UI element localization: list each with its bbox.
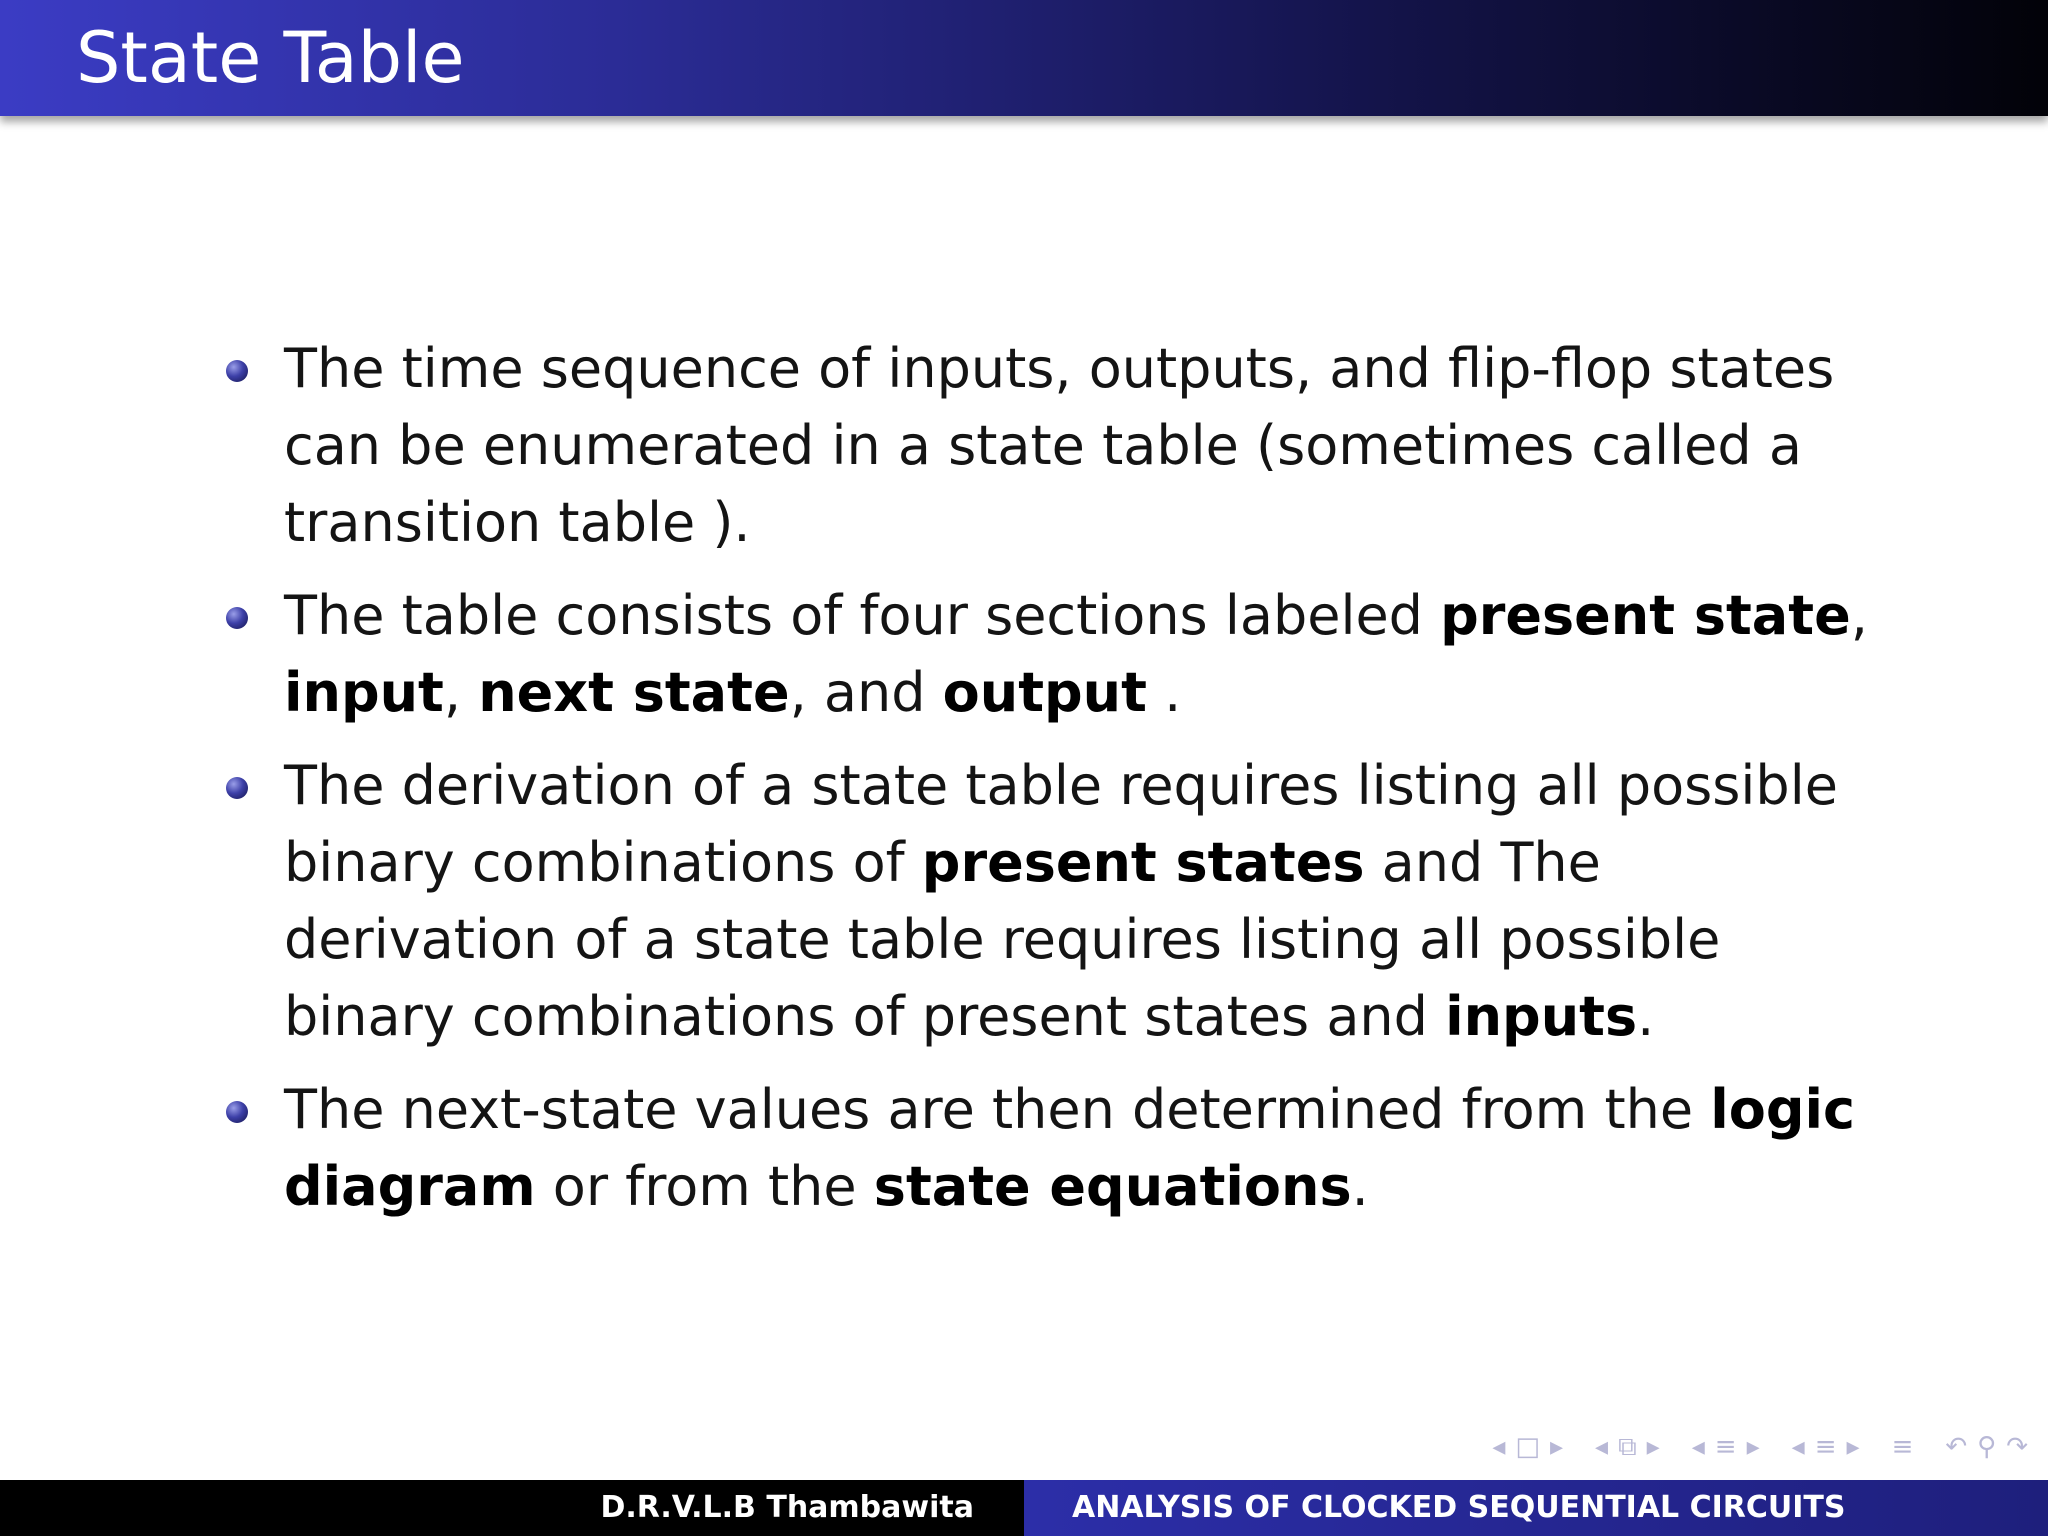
bullet-list xyxy=(222,330,1882,1241)
bold-term: next state xyxy=(478,661,790,724)
footer-author: D.R.V.L.B Thambawita xyxy=(0,1480,1024,1536)
bullet-item xyxy=(222,1071,1882,1225)
bullet-text: , and xyxy=(789,661,943,724)
undo-icon[interactable]: ↶ xyxy=(1945,1432,1968,1462)
frame-icon[interactable]: □ xyxy=(1515,1432,1540,1462)
document-icon[interactable]: ≡ xyxy=(1814,1432,1837,1462)
slide-title: State Table xyxy=(76,17,465,99)
bullet-text: and The derivation of a state table requires listing all possible binary combinations of present states and xyxy=(284,831,1721,1048)
bullet-ball-icon xyxy=(226,1101,248,1123)
subsection-icon[interactable]: ⧉ xyxy=(1618,1432,1637,1462)
bullet-text: . xyxy=(1637,985,1655,1048)
section-icon[interactable]: ≡ xyxy=(1714,1432,1737,1462)
search-icon[interactable]: ⚲ xyxy=(1977,1432,1997,1462)
bold-term: input xyxy=(284,661,444,724)
bullet-item xyxy=(222,330,1882,561)
bold-term: present states xyxy=(921,831,1365,894)
bullet-text: The derivation of a state table requires listing all possible binary combinations of xyxy=(284,754,1838,894)
redo-icon[interactable]: ↷ xyxy=(2006,1432,2028,1462)
nav-document-next-icon[interactable]: ▸ xyxy=(1846,1432,1860,1462)
footer-course-title: ANALYSIS OF CLOCKED SEQUENTIAL CIRCUITS xyxy=(1024,1480,2048,1536)
bullet-text: , xyxy=(443,661,479,724)
nav-subsection-prev-icon[interactable]: ◂ xyxy=(1595,1432,1609,1462)
footer xyxy=(0,1480,2048,1536)
nav-subsection-next-icon[interactable]: ▸ xyxy=(1646,1432,1660,1462)
nav-document-prev-icon[interactable]: ◂ xyxy=(1791,1432,1805,1462)
nav-section-next-icon[interactable]: ▸ xyxy=(1746,1432,1760,1462)
bold-term: inputs xyxy=(1445,985,1638,1048)
bullet-text: . xyxy=(1351,1155,1369,1218)
bullet-text: , xyxy=(1850,584,1868,647)
bullet-ball-icon xyxy=(226,777,248,799)
nav-section-prev-icon[interactable]: ◂ xyxy=(1691,1432,1705,1462)
bullet-text: . xyxy=(1146,661,1182,724)
nav-frame-prev-icon[interactable]: ◂ xyxy=(1492,1432,1506,1462)
toc-icon[interactable]: ≡ xyxy=(1891,1432,1914,1462)
bullet-text: or from the xyxy=(535,1155,874,1218)
bullet-text: The table consists of four sections labeled xyxy=(284,584,1441,647)
bold-term: present state xyxy=(1440,584,1851,647)
bullet-ball-icon xyxy=(226,607,248,629)
beamer-navigation-bar xyxy=(1492,1432,2028,1463)
nav-frame-next-icon[interactable]: ▸ xyxy=(1549,1432,1564,1462)
bullet-item xyxy=(222,577,1882,731)
bold-term: output xyxy=(942,661,1147,724)
bullet-item xyxy=(222,747,1882,1055)
bullet-ball-icon xyxy=(226,360,248,382)
bullet-text: The next-state values are then determined from the xyxy=(284,1078,1711,1141)
bold-term: state equations xyxy=(873,1155,1352,1218)
bullet-text: The time sequence of inputs, outputs, and flip-flop states can be enumerated in a state table (sometimes called a transition table ). xyxy=(284,337,1835,554)
bold-term: logic diagram xyxy=(284,1078,1856,1218)
title-bar xyxy=(0,0,2048,116)
